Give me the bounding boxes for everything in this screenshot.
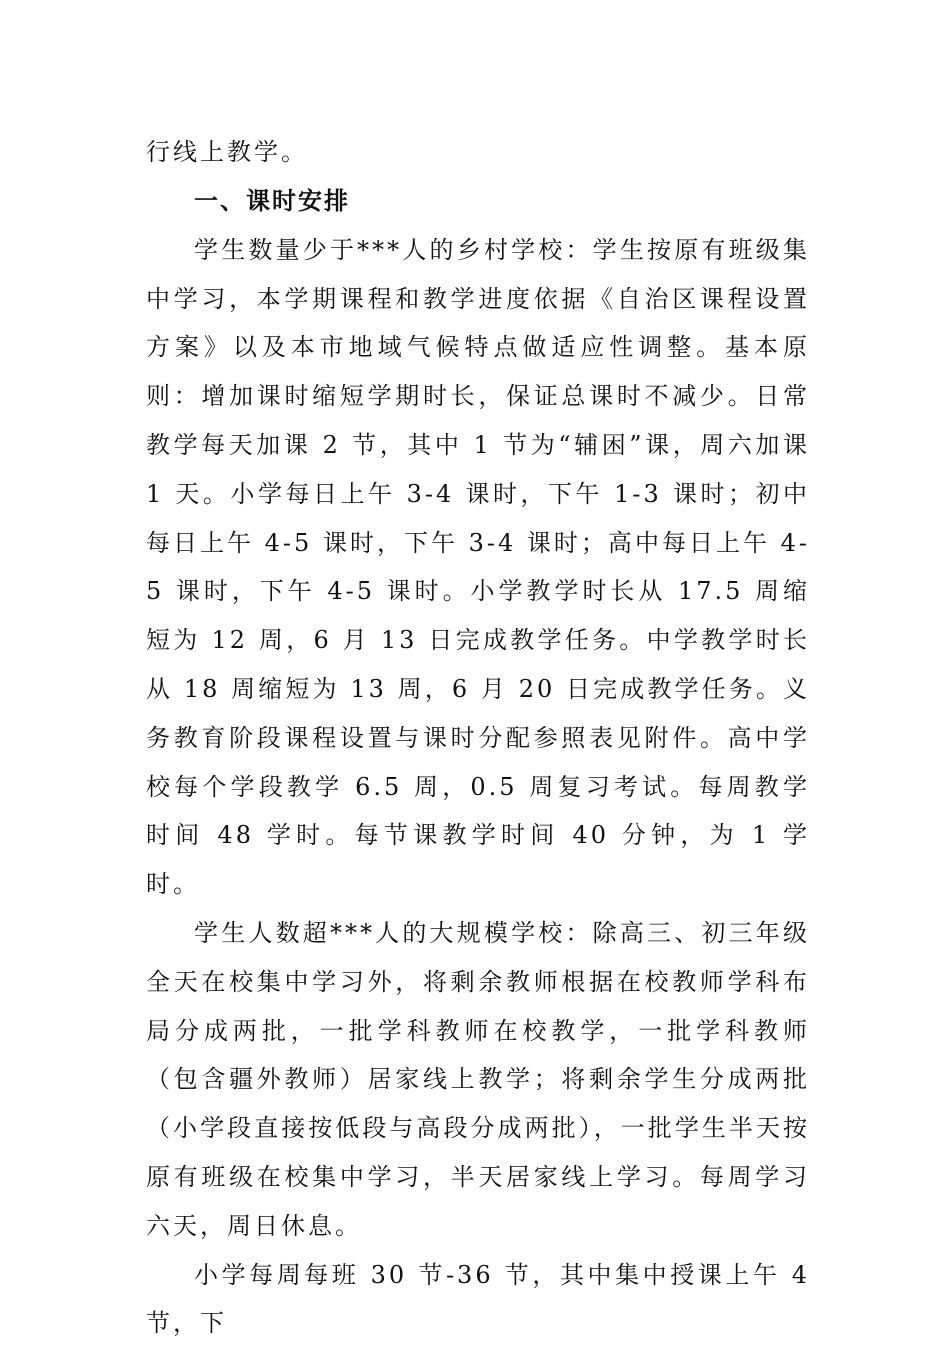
paragraph-rural-schools: 学生数量少于***人的乡村学校：学生按原有班级集中学习，本学期课程和教学进度依据《自治区课程设置方案》以及本市地域气候特点做适应性调整。基本原则：增加课时缩短学期时长，保证总课时不减少。日常教学每天加课 2 节，其中 1 节为“辅困”课，周六加课 1 天。小学每日上午 3-4 课时，下午 1-3 课时；初中每日上午 4-5 课时，下午 3-4 课时；高中每日上午 4-5 课时，下午 4-5 课时。小学教学时长从 17.5 周缩短为 12 周，6 月 13 日完成教学任务。中学教学时长从 18 周缩短为 13 周，6 月 20 日完成教学任务。义务教育阶段课程设置与课时分配参照表见附件。高中学校每个学段教学 6.5 周，0.5 周复习考试。每周教学时间 48 学时。每节课教学时间 40 分钟，为 1 学时。	[146, 235, 810, 899]
document-body	[146, 177, 810, 1348]
section-heading: 一、课时安排	[194, 187, 350, 215]
paragraph-primary-schedule: 小学每周每班 30 节-36 节，其中集中授课上午 4 节，下	[146, 1260, 810, 1338]
paragraph-large-schools: 学生人数超***人的大规模学校：除高三、初三年级全天在校集中学习外，将剩余教师根据在校教师学科布局分成两批，一批学科教师在校教学，一批学科教师（包含疆外教师）居家线上教学；将剩余学生分成两批（小学段直接按低段与高段分成两批），一批学生半天按原有班级在校集中学习，半天居家线上学习。每周学习六天，周日休息。	[146, 918, 810, 1240]
document-text-top	[146, 128, 810, 177]
continuation-line: 行线上教学。	[146, 138, 308, 166]
